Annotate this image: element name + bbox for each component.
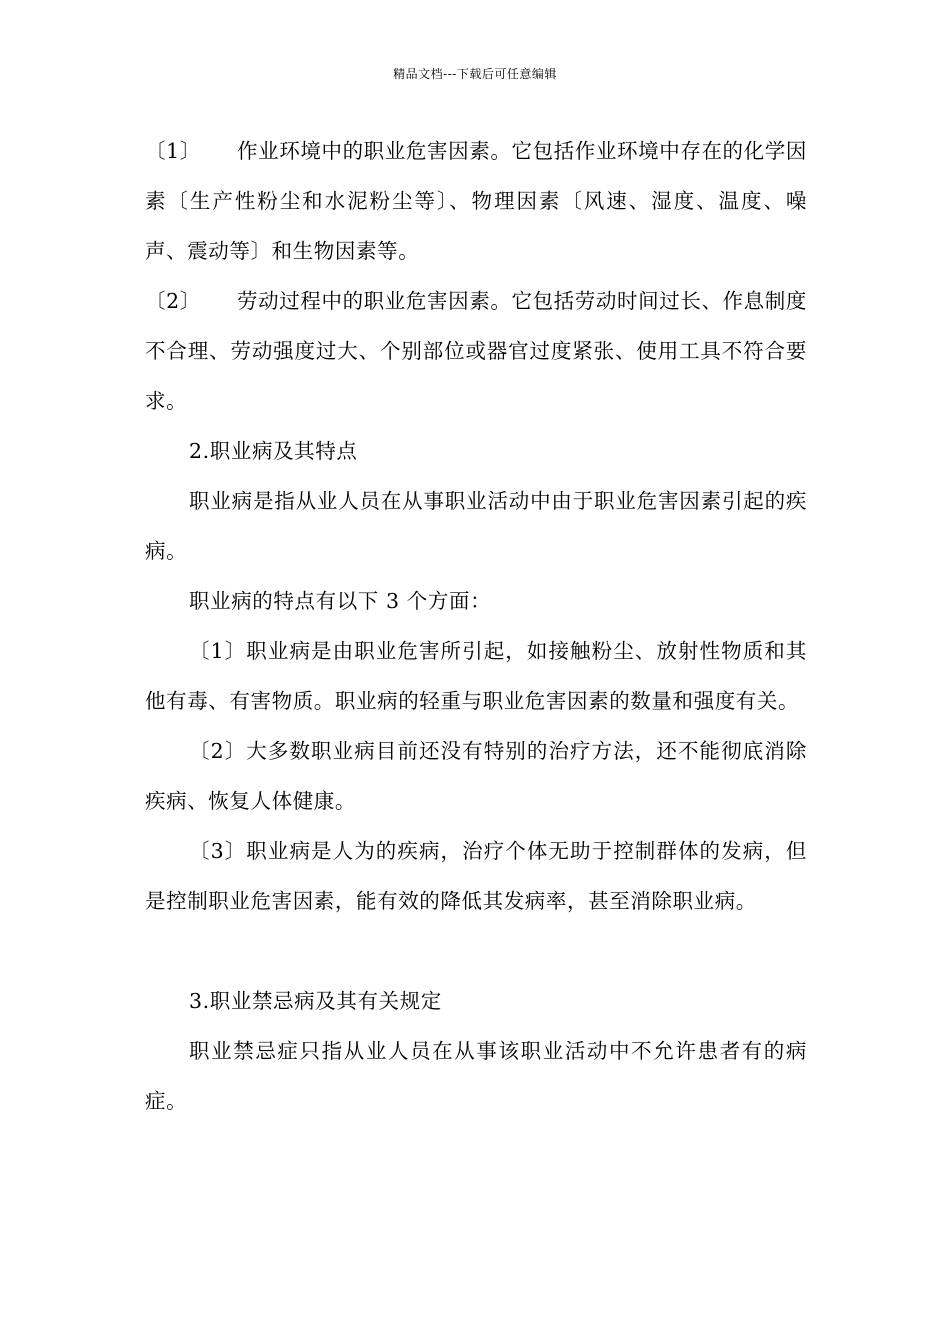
- feature-item-1: 〔1〕职业病是由职业危害所引起，如接触粉尘、放射性物质和其他有毒、有害物质。职业病的轻重与职业危害因素的数量和强度有关。: [145, 639, 807, 713]
- document-body: [145, 126, 807, 1126]
- paragraph-features-intro: 职业病的特点有以下 3 个方面：: [189, 589, 492, 613]
- list-item-1-number: 〔1〕: [145, 139, 201, 163]
- list-item-1-text: 作业环境中的职业危害因素。它包括作业环境中存在的化学因素〔生产性粉尘和水泥粉尘等〕、物理因素〔风速、湿度、温度、噪声、震动等〕和生物因素等。: [145, 139, 807, 263]
- section-heading-3: 3.职业禁忌病及其有关规定: [189, 989, 442, 1013]
- list-item-2-number: 〔2〕: [145, 289, 201, 313]
- spacer: [145, 926, 807, 976]
- feature-item-3: 〔3〕职业病是人为的疾病，治疗个体无助于控制群体的发病，但是控制职业危害因素，能有效的降低其发病率，甚至消除职业病。: [145, 839, 807, 913]
- paragraph-contraindication: 职业禁忌症只指从业人员在从事该职业活动中不允许患者有的病症。: [145, 1039, 807, 1113]
- list-item-1: [145, 126, 807, 276]
- list-item-2-text: 劳动过程中的职业危害因素。它包括劳动时间过长、作息制度不合理、劳动强度过大、个别部位或器官过度紧张、使用工具不符合要求。: [145, 289, 807, 413]
- paragraph-definition: 职业病是指从业人员在从事职业活动中由于职业危害因素引起的疾病。: [145, 489, 807, 563]
- section-heading-2: 2.职业病及其特点: [189, 439, 358, 463]
- page-header: 精品文档---下载后可任意编辑: [393, 67, 557, 81]
- list-item-2: [145, 276, 807, 426]
- feature-item-2: 〔2〕大多数职业病目前还没有特别的治疗方法，还不能彻底消除疾病、恢复人体健康。: [145, 739, 807, 813]
